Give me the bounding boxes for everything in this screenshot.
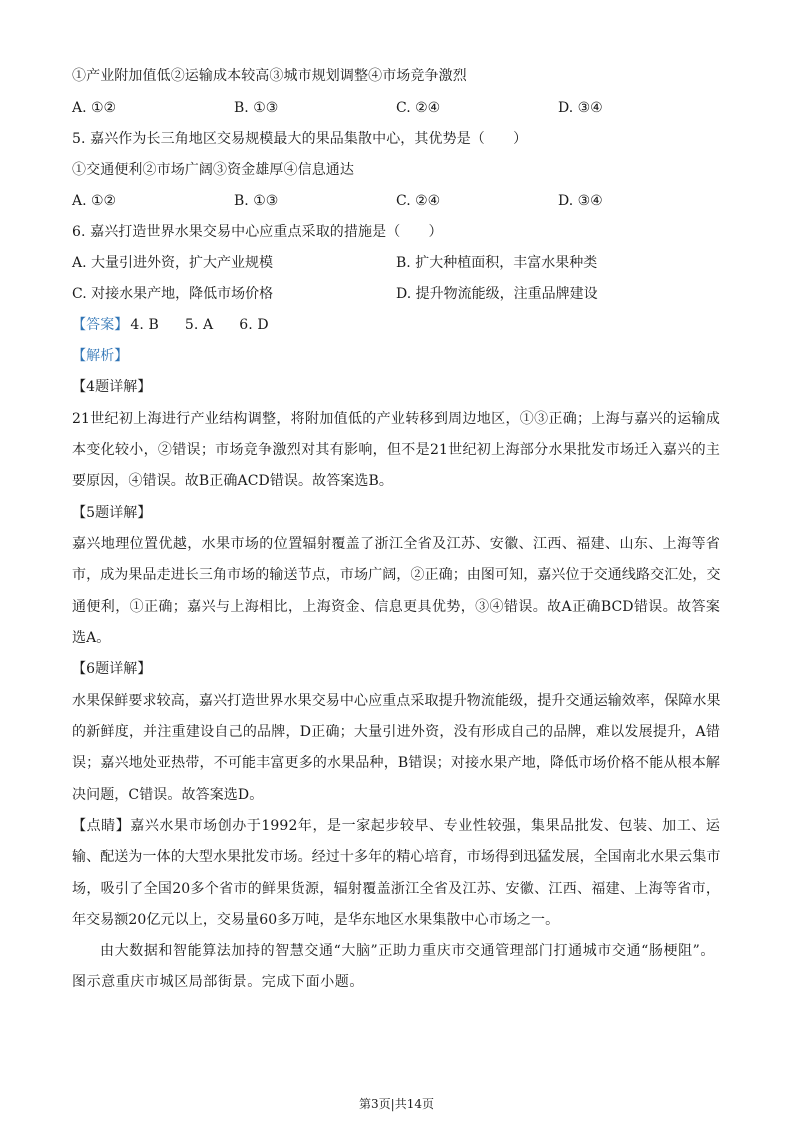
q4-option-b: B. ①③ bbox=[234, 100, 279, 116]
answer-line bbox=[72, 315, 295, 335]
q5-detail-line: 市，成为果品走进长三角市场的输送节点，市场广阔，②正确；由图可知，嘉兴位于交通线路交汇处，交 bbox=[72, 567, 721, 583]
q6-option-b: B. 扩大种植面积，丰富水果种类 bbox=[396, 255, 598, 271]
q4-detail-title: 【4题详解】 bbox=[72, 379, 152, 395]
tip-line: 【点睛】嘉兴水果市场创办于1992年，是一家起步较早、专业性较强，集果品批发、包装、加工、运 bbox=[72, 818, 720, 834]
q4-detail-line: 要原因，④错误。故B正确ACD错误。故答案选B。 bbox=[72, 473, 394, 489]
q6-detail-title: 【6题详解】 bbox=[72, 661, 152, 677]
q4-option-d: D. ③④ bbox=[558, 100, 603, 116]
q6-option-d: D. 提升物流能级，注重品牌建设 bbox=[396, 286, 598, 302]
tip-line: 场，吸引了全国20多个省市的鲜果货源，辐射覆盖浙江全省及江苏、安徽、江西、福建、上海等省市， bbox=[72, 881, 720, 897]
answer-label: 【答案】 bbox=[72, 317, 129, 333]
intro-line: 由大数据和智能算法加持的智慧交通“大脑”正助力重庆市交通管理部门打通城市交通“肠梗阻”。 bbox=[100, 943, 716, 959]
tip-line: 输、配送为一体的大型水果批发市场。经过十多年的精心培育，市场得到迅猛发展，全国南北水果云集市 bbox=[72, 849, 721, 865]
q6-detail-line: 水果保鲜要求较高，嘉兴打造世界水果交易中心应重点采取提升物流能级，提升交通运输效率，保障水果 bbox=[72, 693, 721, 709]
q6-option-a: A. 大量引进外资，扩大产业规模 bbox=[72, 255, 274, 271]
analysis-label: 【解析】 bbox=[72, 348, 129, 364]
page-footer: 第3页|共14页 bbox=[359, 1097, 434, 1111]
q4-option-a: A. ①② bbox=[72, 100, 117, 116]
q4-items: ①产业附加值低②运输成本较高③城市规划调整④市场竞争激烈 bbox=[72, 68, 467, 84]
q5-detail-title: 【5题详解】 bbox=[72, 505, 152, 521]
q5-option-d: D. ③④ bbox=[558, 193, 603, 209]
q4-option-c: C. ②④ bbox=[396, 100, 441, 116]
q4-detail-line: 21世纪初上海进行产业结构调整，将附加值低的产业转移到周边地区，①③正确；上海与嘉兴的运输成 bbox=[72, 411, 720, 427]
answer-item: 6. D bbox=[239, 317, 269, 333]
q6-stem: 6. 嘉兴打造世界水果交易中心应重点采取的措施是（ ） bbox=[72, 224, 443, 240]
q6-detail-line: 决问题，C错误。故答案选D。 bbox=[72, 787, 264, 803]
q5-option-b: B. ①③ bbox=[234, 193, 279, 209]
q5-stem: 5. 嘉兴作为长三角地区交易规模最大的果品集散中心，其优势是（ ） bbox=[72, 131, 528, 147]
q5-option-a: A. ①② bbox=[72, 193, 117, 209]
q5-detail-line: 通便利，①正确；嘉兴与上海相比，上海资金、信息更具优势，③④错误。故A正确BCD错误。故答案 bbox=[72, 599, 720, 615]
intro-line: 图示意重庆市城区局部街景。完成下面小题。 bbox=[72, 974, 364, 990]
q6-detail-line: 的新鲜度，并注重建设自己的品牌，D正确；大量引进外资，没有形成自己的品牌，难以发展提升，A错 bbox=[72, 724, 720, 740]
q5-option-c: C. ②④ bbox=[396, 193, 441, 209]
q6-detail-line: 误；嘉兴地处亚热带，不可能丰富更多的水果品种，B错误；对接水果产地，降低市场价格不能从根本解 bbox=[72, 755, 720, 771]
tip-line: 年交易额20亿元以上，交易量60多万吨，是华东地区水果集散中心市场之一。 bbox=[72, 912, 560, 928]
q5-items: ①交通便利②市场广阔③资金雄厚④信息通达 bbox=[72, 162, 354, 178]
q4-detail-line: 本变化较小，②错误；市场竞争激烈对其有影响，但不是21世纪初上海部分水果批发市场迁入嘉兴的主 bbox=[72, 442, 720, 458]
q6-option-c: C. 对接水果产地，降低市场价格 bbox=[72, 286, 274, 302]
answer-item: 5. A bbox=[184, 317, 214, 333]
q5-detail-line: 嘉兴地理位置优越，水果市场的位置辐射覆盖了浙江全省及江苏、安徽、江西、福建、山东、上海等省 bbox=[72, 536, 720, 552]
answer-item: 4. B bbox=[130, 317, 159, 333]
q5-detail-line: 选A。 bbox=[72, 630, 111, 646]
